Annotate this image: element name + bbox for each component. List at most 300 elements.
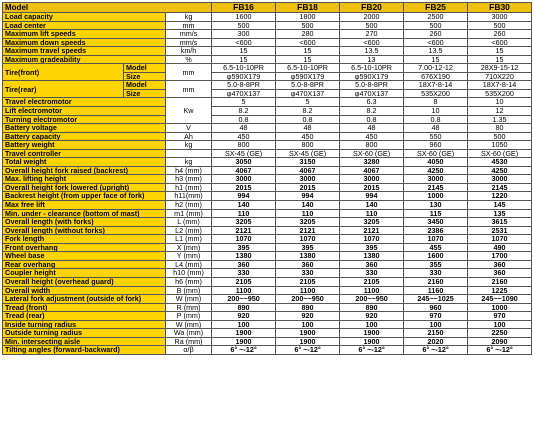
row-value: 245~~1025 [404, 295, 468, 304]
row-value: 500 [404, 21, 468, 30]
row-value: 3000 [404, 175, 468, 184]
row-value: 1000 [468, 303, 532, 312]
table-row [3, 346, 532, 355]
row-value: 15 [276, 47, 340, 56]
row-unit: h1 (mm) [166, 183, 212, 192]
table-row [3, 295, 532, 304]
row-value: 490 [468, 243, 532, 252]
row-unit: mm [166, 64, 212, 81]
row-value: <600 [404, 38, 468, 47]
table-row [3, 21, 532, 30]
row-value: 4250 [468, 166, 532, 175]
row-value: 800 [340, 141, 404, 150]
row-value: <600 [212, 38, 276, 47]
row-unit: L4 (mm) [166, 260, 212, 269]
row-value: 3205 [212, 218, 276, 227]
row-value: 994 [276, 192, 340, 201]
row-unit: kg [166, 158, 212, 167]
row-value: SX-45 (GE) [212, 149, 276, 158]
row-unit: mm/s [166, 38, 212, 47]
row-label: Maximum lift speeds [3, 30, 166, 39]
row-label: Overall height fork lowered (upright) [3, 183, 166, 192]
row-value: 200~~950 [276, 295, 340, 304]
row-unit: Ah [166, 132, 212, 141]
row-value: 1900 [212, 337, 276, 346]
row-value: 6.3 [340, 98, 404, 107]
row-value: SX-60 (GE) [404, 149, 468, 158]
row-unit: h11(mm) [166, 192, 212, 201]
row-value: 3615 [468, 218, 532, 227]
row-value: 1070 [404, 235, 468, 244]
row-value: 5 [276, 98, 340, 107]
row-label: Overall height fork raised (backrest) [3, 166, 166, 175]
header-model-fb20: FB20 [340, 3, 404, 13]
row-value: 1380 [340, 252, 404, 261]
row-label: Wheel base [3, 252, 166, 261]
table-row [3, 166, 532, 175]
row-value: 2121 [212, 226, 276, 235]
row-value: 360 [212, 260, 276, 269]
row-value: 10 [404, 107, 468, 116]
row-value: 3150 [276, 158, 340, 167]
row-value: φ470X137 [276, 89, 340, 98]
row-value: 2105 [212, 277, 276, 286]
row-value: 2386 [404, 226, 468, 235]
row-value: 80 [468, 124, 532, 133]
row-value: φ470X137 [212, 89, 276, 98]
row-label: Min. under - clearance (bottom of mast) [3, 209, 166, 218]
row-value: 1160 [404, 286, 468, 295]
row-unit: h3 (mm) [166, 175, 212, 184]
row-value: 450 [340, 132, 404, 141]
row-value: 1070 [340, 235, 404, 244]
row-unit: R (mm) [166, 303, 212, 312]
row-label: Battery weight [3, 141, 166, 150]
row-value: 994 [212, 192, 276, 201]
row-value: 48 [276, 124, 340, 133]
row-value: 3000 [468, 175, 532, 184]
row-value: 140 [212, 201, 276, 210]
row-value: φ590X179 [276, 72, 340, 81]
row-label: Total weight [3, 158, 166, 167]
table-row [3, 175, 532, 184]
row-label: Load capacity [3, 13, 166, 22]
row-value: 3280 [340, 158, 404, 167]
header-model-fb16: FB16 [212, 3, 276, 13]
row-value: 245~~1090 [468, 295, 532, 304]
row-unit: mm [166, 81, 212, 98]
row-value: 1900 [276, 337, 340, 346]
row-value: 360 [340, 260, 404, 269]
table-row [3, 64, 532, 73]
row-value: 1900 [340, 329, 404, 338]
row-value: 450 [276, 132, 340, 141]
table-row [3, 226, 532, 235]
row-unit: mm/s [166, 30, 212, 39]
row-value: 145 [468, 201, 532, 210]
row-label: Turning electromotor [3, 115, 166, 124]
row-value: 970 [468, 312, 532, 321]
row-sub-label: Size [124, 72, 166, 81]
row-label: Front overhang [3, 243, 166, 252]
row-value: 920 [340, 312, 404, 321]
table-row [3, 277, 532, 286]
row-value: 48 [212, 124, 276, 133]
table-row [3, 81, 532, 90]
row-label: Rear overhang [3, 260, 166, 269]
row-value: 1070 [468, 235, 532, 244]
row-value: 2015 [212, 183, 276, 192]
row-value: 13 [340, 55, 404, 64]
row-value: 800 [212, 141, 276, 150]
row-value: 395 [212, 243, 276, 252]
table-row [3, 218, 532, 227]
row-value: 135 [468, 209, 532, 218]
row-unit: V [166, 124, 212, 133]
row-value: 100 [340, 320, 404, 329]
row-value: 6.5-10-10PR [212, 64, 276, 73]
row-value: 2250 [468, 329, 532, 338]
row-value: 6° ~-12° [468, 346, 532, 355]
table-row [3, 312, 532, 321]
row-value: 5.0-8-8PR [212, 81, 276, 90]
row-value: 330 [340, 269, 404, 278]
row-value: 2160 [468, 277, 532, 286]
row-unit: kg [166, 13, 212, 22]
row-value: 140 [276, 201, 340, 210]
row-value: 7.00-12-12 [404, 64, 468, 73]
row-value: 110 [212, 209, 276, 218]
row-value: 550 [404, 132, 468, 141]
header-model-label: Model [3, 3, 212, 13]
row-value: 15 [404, 55, 468, 64]
row-value: 110 [340, 209, 404, 218]
row-value: φ590X179 [340, 72, 404, 81]
row-value: SX-60 (GE) [340, 149, 404, 158]
row-unit: kg [166, 141, 212, 150]
row-value: 535X200 [404, 89, 468, 98]
row-value: 395 [340, 243, 404, 252]
row-unit: X (mm) [166, 243, 212, 252]
row-value: 3205 [276, 218, 340, 227]
row-value: 1225 [468, 286, 532, 295]
row-label: Load center [3, 21, 166, 30]
row-unit: % [166, 55, 212, 64]
table-row [3, 98, 532, 107]
table-row [3, 209, 532, 218]
row-value: 2015 [340, 183, 404, 192]
row-value: 100 [468, 320, 532, 329]
table-row [3, 13, 532, 22]
row-value: 2020 [404, 337, 468, 346]
row-value: 140 [340, 201, 404, 210]
row-label: Battery voltage [3, 124, 166, 133]
row-value: 5.0-8-8PR [340, 81, 404, 90]
row-value: 330 [276, 269, 340, 278]
row-value: 970 [404, 312, 468, 321]
row-value: 260 [468, 30, 532, 39]
row-value: 1100 [276, 286, 340, 295]
row-value: 710X220 [468, 72, 532, 81]
row-label: Maximum travel speeds [3, 47, 166, 56]
row-value: 994 [340, 192, 404, 201]
row-unit: Kw [166, 98, 212, 124]
row-label: Travel controller [3, 149, 166, 158]
row-value: 500 [340, 21, 404, 30]
row-value: 4067 [340, 166, 404, 175]
row-value: 0.8 [340, 115, 404, 124]
row-value: 10 [468, 98, 532, 107]
table-row [3, 303, 532, 312]
table-row [3, 141, 532, 150]
row-value: 12 [468, 107, 532, 116]
row-value: SX-60 (GE) [468, 149, 532, 158]
row-unit: B (mm) [166, 286, 212, 295]
row-label: Tread (front) [3, 303, 166, 312]
row-value: 115 [404, 209, 468, 218]
row-value: 1380 [212, 252, 276, 261]
row-value: 4250 [404, 166, 468, 175]
row-value: 1050 [468, 141, 532, 150]
row-value: 360 [468, 269, 532, 278]
row-value: 1380 [276, 252, 340, 261]
row-value: 1600 [404, 252, 468, 261]
row-value: 1900 [276, 329, 340, 338]
row-unit: m1 (mm) [166, 209, 212, 218]
table-row [3, 286, 532, 295]
table-row [3, 320, 532, 329]
row-value: 2145 [468, 183, 532, 192]
row-value: 3000 [276, 175, 340, 184]
row-value: 3205 [340, 218, 404, 227]
row-value: 5.0-8-8PR [276, 81, 340, 90]
row-value: SX-45 (GE) [276, 149, 340, 158]
row-value: 676X190 [404, 72, 468, 81]
row-value: 1.35 [468, 115, 532, 124]
table-row [3, 55, 532, 64]
row-value: 890 [212, 303, 276, 312]
row-value: 8.2 [212, 107, 276, 116]
row-value: 920 [276, 312, 340, 321]
row-value: 960 [404, 141, 468, 150]
row-value: 1220 [468, 192, 532, 201]
row-value: 330 [404, 269, 468, 278]
row-value: 100 [404, 320, 468, 329]
row-unit: km/h [166, 47, 212, 56]
row-value: 15 [212, 55, 276, 64]
row-unit: α/β [166, 346, 212, 355]
row-value: 360 [468, 260, 532, 269]
table-row [3, 329, 532, 338]
row-value: 6.5-10-10PR [340, 64, 404, 73]
row-unit: L1 (mm) [166, 235, 212, 244]
row-value: 6° ~-12° [340, 346, 404, 355]
row-label: Fork length [3, 235, 166, 244]
row-unit: h4 (mm) [166, 166, 212, 175]
table-row [3, 183, 532, 192]
row-value: 0.8 [276, 115, 340, 124]
table-row [3, 269, 532, 278]
row-value: φ590X179 [212, 72, 276, 81]
row-value: 960 [404, 303, 468, 312]
row-value: 500 [276, 21, 340, 30]
row-unit: L2 (mm) [166, 226, 212, 235]
row-value: 1600 [212, 13, 276, 22]
table-row [3, 260, 532, 269]
row-value: 450 [212, 132, 276, 141]
row-value: 395 [276, 243, 340, 252]
table-row [3, 47, 532, 56]
row-label: Max. lifting height [3, 175, 166, 184]
row-value: 6° ~-12° [404, 346, 468, 355]
header-row [3, 3, 532, 13]
row-value: 13.5 [404, 47, 468, 56]
row-value: 0.8 [404, 115, 468, 124]
row-unit: P (mm) [166, 312, 212, 321]
table-row [3, 124, 532, 133]
row-value: 2000 [340, 13, 404, 22]
row-value: 4067 [212, 166, 276, 175]
row-value: 6° ~-12° [212, 346, 276, 355]
row-label: Maximum down speeds [3, 38, 166, 47]
row-label: Max free lift [3, 201, 166, 210]
row-value: 2500 [404, 13, 468, 22]
table-row [3, 252, 532, 261]
row-label: Maximum gradeability [3, 55, 166, 64]
row-value: 1070 [212, 235, 276, 244]
row-value: 100 [276, 320, 340, 329]
row-unit: L (mm) [166, 218, 212, 227]
row-label: Coupler height [3, 269, 166, 278]
table-row [3, 337, 532, 346]
row-value: 920 [212, 312, 276, 321]
table-row [3, 243, 532, 252]
row-label: Tread (rear) [3, 312, 166, 321]
row-value: 455 [404, 243, 468, 252]
row-value: 2105 [276, 277, 340, 286]
header-model-fb25: FB25 [404, 3, 468, 13]
row-value: φ470X137 [340, 89, 404, 98]
row-value: 48 [340, 124, 404, 133]
row-value: 15 [468, 47, 532, 56]
row-value: 3050 [212, 158, 276, 167]
table-row [3, 192, 532, 201]
row-value: 535X200 [468, 89, 532, 98]
row-label: Overall width [3, 286, 166, 295]
row-label: Inside turning radius [3, 320, 166, 329]
table-row [3, 38, 532, 47]
row-value: 330 [212, 269, 276, 278]
row-value: 3000 [468, 13, 532, 22]
row-unit: h2 (mm) [166, 201, 212, 210]
table-row [3, 201, 532, 210]
row-value: 1100 [212, 286, 276, 295]
row-value: 18X7-8-14 [404, 81, 468, 90]
table-row [3, 149, 532, 158]
row-value: 200~~950 [340, 295, 404, 304]
row-value: 1000 [404, 192, 468, 201]
row-value: 8.2 [276, 107, 340, 116]
row-value: <600 [468, 38, 532, 47]
row-value: <600 [276, 38, 340, 47]
row-value: 3000 [212, 175, 276, 184]
table-row [3, 30, 532, 39]
table-row [3, 132, 532, 141]
row-label: Overall height (overhead guard) [3, 277, 166, 286]
row-label: Min. intersecting aisle [3, 337, 166, 346]
row-value: 13.5 [340, 47, 404, 56]
row-value: 100 [212, 320, 276, 329]
row-value: 2145 [404, 183, 468, 192]
row-value: 4067 [276, 166, 340, 175]
row-value: 15 [276, 55, 340, 64]
row-value: 270 [340, 30, 404, 39]
row-value: 2160 [404, 277, 468, 286]
row-value: 4530 [468, 158, 532, 167]
row-value: 28X9-15-12 [468, 64, 532, 73]
row-value: 500 [212, 21, 276, 30]
row-value: 0.8 [212, 115, 276, 124]
row-value: 3450 [404, 218, 468, 227]
row-value: 6° ~-12° [276, 346, 340, 355]
row-unit: W (mm) [166, 295, 212, 304]
row-value: 130 [404, 201, 468, 210]
row-value: 800 [276, 141, 340, 150]
row-value: 280 [276, 30, 340, 39]
row-value: 4050 [404, 158, 468, 167]
row-value: 1070 [276, 235, 340, 244]
row-value: 355 [404, 260, 468, 269]
row-value: 260 [404, 30, 468, 39]
row-unit [166, 149, 212, 158]
row-value: 890 [340, 303, 404, 312]
row-sub-label: Model [124, 64, 166, 73]
row-label: Backrest height (from upper face of fork) [3, 192, 166, 201]
row-value: 1800 [276, 13, 340, 22]
row-label: Battery capacity [3, 132, 166, 141]
row-label: Outside turning radius [3, 329, 166, 338]
row-unit: W (mm) [166, 320, 212, 329]
row-label: Tilting angles (forward-backward) [3, 346, 166, 355]
row-value: 18X7-8-14 [468, 81, 532, 90]
row-label: Travel electromotor [3, 98, 166, 107]
row-value: 2121 [340, 226, 404, 235]
row-value: 15 [212, 47, 276, 56]
row-value: 360 [276, 260, 340, 269]
row-value: 890 [276, 303, 340, 312]
row-value: 300 [212, 30, 276, 39]
row-value: 3000 [340, 175, 404, 184]
row-group-label: Tire(front) [3, 64, 124, 81]
row-value: 15 [468, 55, 532, 64]
row-value: 2121 [276, 226, 340, 235]
row-sub-label: Size [124, 89, 166, 98]
row-value: 110 [276, 209, 340, 218]
row-value: 1900 [212, 329, 276, 338]
row-value: 2090 [468, 337, 532, 346]
row-value: 6.5-10-10PR [276, 64, 340, 73]
row-unit: Wa (mm) [166, 329, 212, 338]
row-value: 8.2 [340, 107, 404, 116]
row-value: 1900 [340, 337, 404, 346]
row-sub-label: Model [124, 81, 166, 90]
row-value: 200~~950 [212, 295, 276, 304]
row-value: 2105 [340, 277, 404, 286]
row-value: 500 [468, 21, 532, 30]
table-row [3, 115, 532, 124]
row-label: Overall length (with forks) [3, 218, 166, 227]
row-value: 500 [468, 132, 532, 141]
